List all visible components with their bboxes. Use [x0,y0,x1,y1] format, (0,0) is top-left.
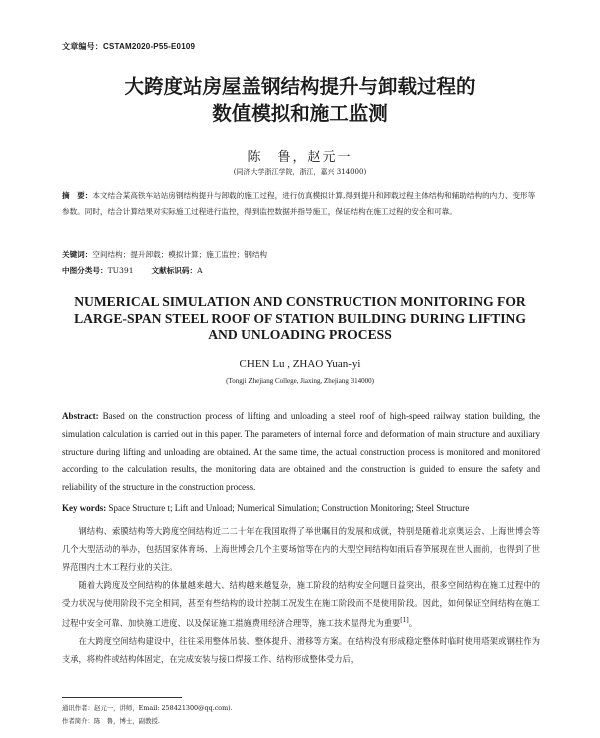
doc-code-value: A [197,266,203,275]
article-number: 文章编号：CSTAM2020-P55-E0109 [62,42,196,51]
chinese-authors: 陈 鲁，赵元一 [247,150,353,165]
chinese-affiliation: (同济大学浙江学院，浙江，嘉兴 314000) [233,168,367,176]
english-affiliation: (Tongji Zhejiang College, Jiaxing, Zhejiang 314000) [226,377,374,385]
chinese-keywords [62,247,540,263]
english-title-line-3: AND UNLOADING PROCESS [208,327,392,342]
english-title-line-1: NUMERICAL SIMULATION AND CONSTRUCTION MONITORING FOR [74,294,526,309]
english-abstract [62,408,540,497]
body-text [62,522,540,668]
footnote-corresponding-author: 通讯作者：赵元一，讲师，Email: 258421300@qq.com). [62,704,233,712]
chinese-title-line-1: 大跨度站房屋盖钢结构提升与卸载过程的 [124,75,476,98]
chinese-abstract [62,188,540,221]
chinese-abstract-text: 本文结合某高铁车站站房钢结构提升与卸载的施工过程，进行仿真模拟计算,得到提升和卸载过程主体结构和辅助结构的内力、变形等参数。同时，结合计算结果对实际施工过程进行监控，得到监控数据并指导施工，保证结构在施工过程的安全和可靠。 [62,191,536,217]
body-paragraph-1: 钢结构、索膜结构等大跨度空间结构近二二十年在我国取得了举世瞩目的发展和成就，特别是随着北京奥运会、上海世博会等几个大型活动的举办，包括国家体育场、上海世博会几个主要场馆等在内的大型空间结构如雨后春笋展现在世人面前，也得到了世界范围内土木工程行业的关注。 [62,526,540,572]
footnote-divider [62,697,182,698]
english-keywords-label: Key words: [62,503,107,513]
body-paragraph-3: 在大跨度空间结构建设中，往往采用整体吊装、整体提升、滑移等方案。在结构没有形成稳定整体时临时使用塔架或钢柱作为支承，将构件或结构体固定，在完成安装与接口焊接工作、结构形成整体受力后， [62,635,540,664]
english-keywords [62,501,540,515]
chinese-keywords-text: 空间结构；提升卸载；模拟计算；施工监控；钢结构 [92,250,268,259]
doc-code-label: 文献标识码： [151,266,198,275]
citation-ref: [1] [400,617,409,624]
body-paragraph-2-end: 。 [408,617,417,628]
classification-line [62,263,540,279]
clc-value: TU391 [107,266,134,275]
english-abstract-text: Based on the construction process of lifting and unloading a steel roof of high-speed railway station building, the simulation calculation is carried out in this paper. The parameters of internal force and deformation of main structure and auxiliary structure during lifting and unloading are obtained. At the same time, the actual construction process is monitored and monitored according to the calculation results, the monitoring data are obtained and the construction is guided to ensure the safety and reliability of the structure in the construction process. [62,411,540,493]
english-abstract-label: Abstract: [62,411,99,421]
english-title-line-2: LARGE-SPAN STEEL ROOF OF STATION BUILDING DURING LIFTING [74,311,526,326]
english-keywords-text: Space Structure t; Lift and Unload; Numerical Simulation; Construction Monitoring; Steel Structure [108,503,470,513]
body-paragraph-2 [62,576,540,632]
chinese-title-line-2: 数值模拟和施工监测 [212,102,388,125]
english-authors: CHEN Lu , ZHAO Yuan-yi [239,358,361,370]
body-paragraph-2-text: 随着大跨度及空间结构的体量越来越大、结构越来越复杂，施工阶段的结构安全问题日益突出，很多空间结构在施工过程中的受力状况与使用阶段不完全相同，甚至有些结构的设计控制工况发生在施工阶段而不是使用阶段。因此，如何保证空间结构在施工过程中安全可靠、加快施工进度、以及保证施工措施费用经济合理等，施工技术显得尤为重要 [62,580,540,628]
footnote-author-bio: 作者简介：陈 鲁，博士，副教授. [62,717,160,725]
clc-label: 中图分类号： [62,266,108,275]
chinese-abstract-label: 摘 要： [62,191,93,200]
chinese-keywords-label: 关键词： [62,250,93,259]
